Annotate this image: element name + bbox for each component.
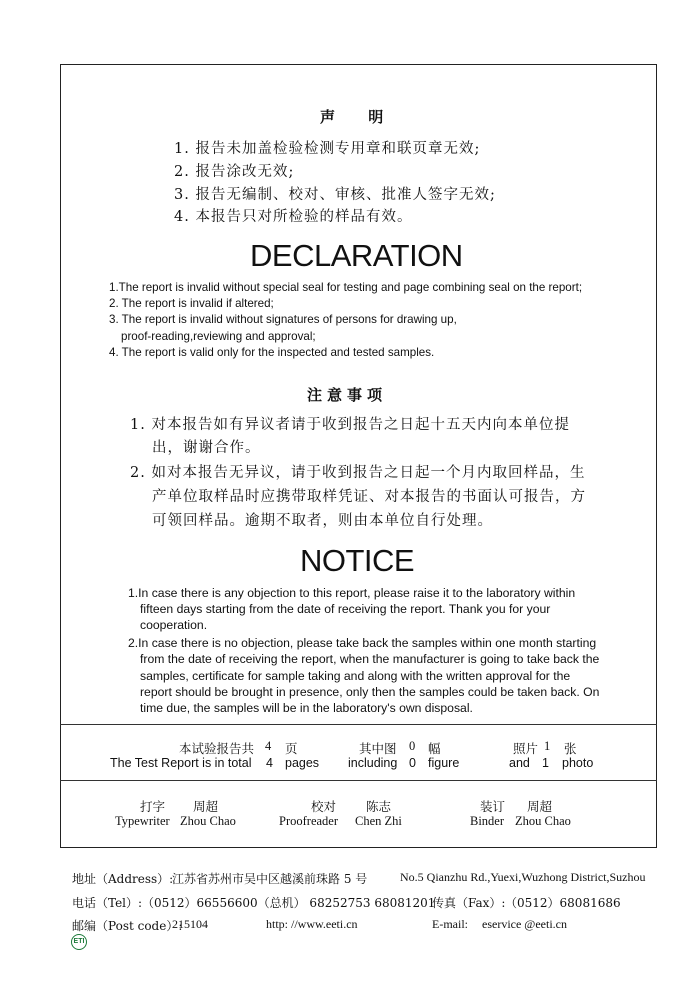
summary-en-photo: photo [562,756,594,770]
summary-cn-pages: 页 [285,741,298,756]
fax-value: （0512）68081686 [505,896,621,910]
tel-label: 电话（Tel）: [72,896,143,910]
summary-cn-figure-label: 其中图 [359,741,397,756]
cn-declaration-item: 1. 报告未加盖检验检测专用章和联页章无效; [174,141,481,157]
declaration-line: 1.The report is invalid without special seal for testing and page combining seal on the report; [109,281,583,294]
declaration-heading: DECLARATION [250,238,463,273]
summary-en-and: and [509,756,530,770]
summary-cn-total: 本试验报告共 [179,741,255,756]
proofreader-cn-label: 校对 [311,799,337,814]
notice-line: fifteen days starting from the date of receiving the report. Thank you for your [140,602,551,616]
notice-line: 2.In case there is no objection, please take back the samples within one month starting [128,636,597,650]
proofreader-en-label: Proofreader [279,814,338,828]
summary-total-value: 4 [265,739,272,753]
notice-line: cooperation. [140,618,208,632]
postcode-label: 邮编（Post code）: [72,919,183,933]
binder-cn-name: 周超 [527,799,553,814]
cn-notice-line: 1. 对本报告如有异议者请于收到报告之日起十五天内向本单位提 [130,417,570,433]
cn-declaration-item: 2. 报告涂改无效; [174,164,295,180]
typewriter-en-label: Typewriter [115,814,170,828]
cn-notice-line: 产单位取样品时应携带取样凭证、对本报告的书面认可报告，方 [152,489,586,505]
email-link[interactable]: eservice @eeti.cn [482,917,568,931]
summary-photo-value: 1 [544,739,551,753]
summary-en-total: The Test Report is in total [110,756,252,770]
summary-en-figure: figure [428,756,460,770]
notice-line: from the date of receiving the report, when the manufacturer is going to take back the [140,652,600,666]
website-link[interactable]: http: //www.eeti.cn [266,917,358,931]
typewriter-cn-name: 周超 [193,799,219,814]
divider [60,780,657,781]
proofreader-cn-name: 陈志 [366,799,392,814]
summary-figure-value: 0 [409,739,416,753]
cn-notice-line: 出，谢谢合作。 [152,440,261,456]
address-label: 地址（Address）: [72,872,174,886]
eti-logo-icon: ETI [71,934,87,950]
page-frame [60,64,657,848]
cn-notice-line: 2. 如对本报告无异议，请于收到报告之日起一个月内取回样品，生 [130,465,586,481]
proofreader-en-name: Chen Zhi [355,814,402,828]
notice-line: samples, certificate for sample taking and along with the written approval for the [140,669,571,683]
cn-declaration-item: 4. 本报告只对所检验的样品有效。 [174,209,413,225]
cn-notice-title: 注意事项 [307,386,388,404]
notice-line: report should be brought in presence, only then the samples could be taken back. On [140,685,600,699]
summary-en-figure-value: 0 [409,756,416,770]
postcode-value: 215104 [172,917,208,931]
fax-label: 传真（Fax）: [432,896,506,910]
address-cn: 江苏省苏州市吴中区越溪前珠路 5 号 [172,872,368,886]
notice-line: 1.In case there is any objection to this report, please raise it to the laboratory within [128,586,576,600]
cn-notice-line: 可领回样品。逾期不取者，则由本单位自行处理。 [152,513,493,529]
cn-declaration-title: 声 明 [320,108,398,126]
notice-heading: NOTICE [300,543,415,578]
summary-en-photo-value: 1 [542,756,549,770]
tel-values: （0512）66556600（总机） 68252753 68081201 [142,896,436,910]
summary-en-pages: pages [285,756,320,770]
email-label: E-mail: [432,917,468,931]
summary-cn-photo-label: 照片 [513,741,539,756]
typewriter-cn-label: 打字 [140,799,166,814]
declaration-line: proof-reading,reviewing and approval; [121,330,316,343]
cn-declaration-item: 3. 报告无编制、校对、审核、批准人签字无效; [174,187,496,203]
divider [60,724,657,725]
declaration-line: 4. The report is valid only for the inspected and tested samples. [109,346,435,359]
notice-line: time due, the samples will be in the laboratory's own disposal. [140,701,473,715]
summary-cn-figure-unit: 幅 [428,741,441,756]
typewriter-en-name: Zhou Chao [180,814,236,828]
address-en: No.5 Qianzhu Rd.,Yuexi,Wuzhong District,Suzhou [400,870,646,884]
declaration-line: 2. The report is invalid if altered; [109,297,274,310]
summary-en-including: including [348,756,398,770]
declaration-line: 3. The report is invalid without signatures of persons for drawing up, [109,313,457,326]
summary-en-total-value: 4 [266,756,273,770]
binder-en-label: Binder [470,814,505,828]
binder-en-name: Zhou Chao [515,814,571,828]
binder-cn-label: 装订 [480,799,506,814]
summary-cn-photo-unit: 张 [564,741,577,756]
